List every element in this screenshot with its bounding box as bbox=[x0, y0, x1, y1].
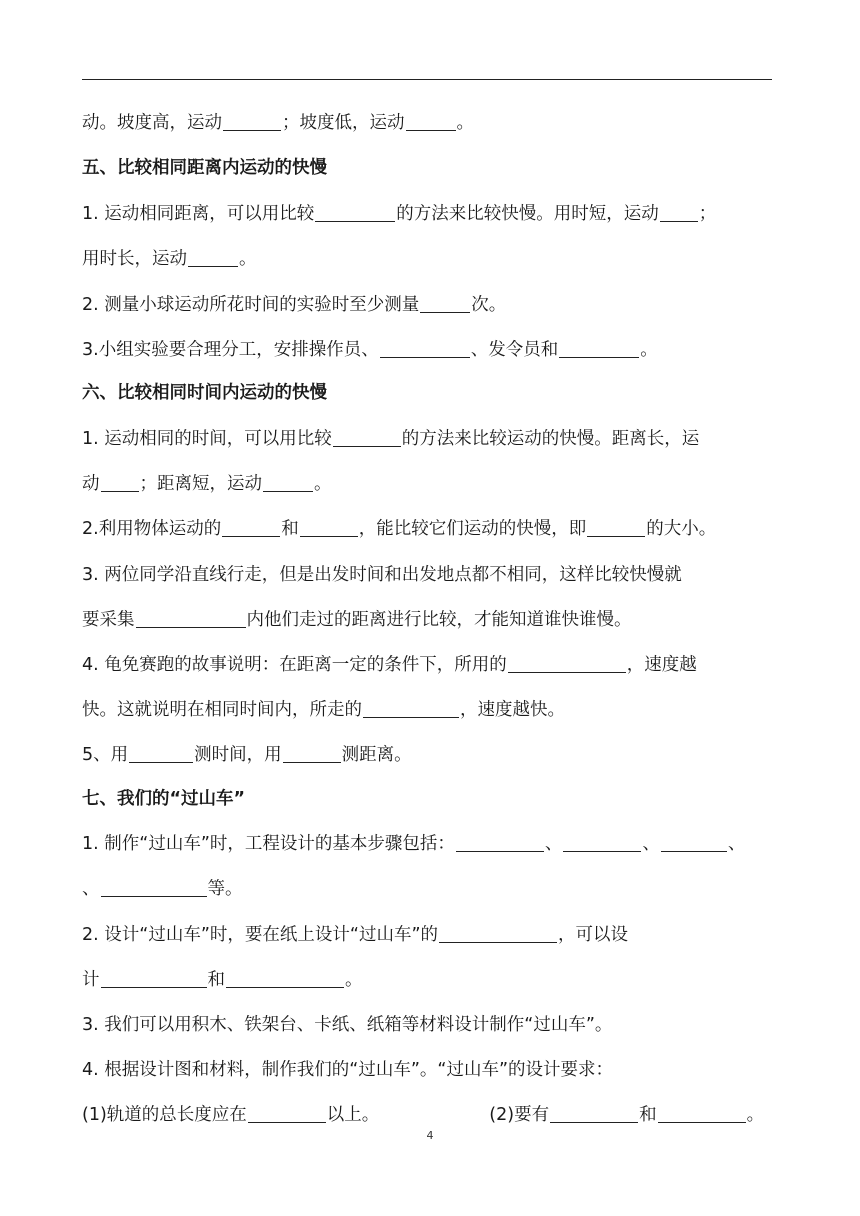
text-line: 4. 根据设计图和材料，制作我们的“过山车”。“过山车”的设计要求： bbox=[82, 1060, 614, 1080]
text-line: 2.利用物体运动的 和 ，能比较它们运动的快慢，即 的大小。 bbox=[82, 519, 717, 539]
fill-blank[interactable] bbox=[101, 969, 207, 988]
text-line: 计 和 。 bbox=[82, 970, 363, 990]
fill-blank[interactable] bbox=[563, 833, 641, 852]
fill-blank[interactable] bbox=[406, 112, 456, 131]
section-heading: 五、比较相同距离内运动的快慢 bbox=[82, 158, 327, 178]
fill-blank[interactable] bbox=[661, 833, 727, 852]
text-line: 要采集 内他们走过的距离进行比较，才能知道谁快谁慢。 bbox=[82, 610, 632, 630]
fill-blank[interactable] bbox=[248, 1104, 326, 1123]
fill-blank[interactable] bbox=[456, 833, 544, 852]
text-line: 动 ；距离短，运动 。 bbox=[82, 474, 332, 494]
fill-blank[interactable] bbox=[587, 518, 645, 537]
fill-blank[interactable] bbox=[315, 203, 395, 222]
fill-blank[interactable] bbox=[222, 518, 280, 537]
text-line: 用时长，运动 。 bbox=[82, 249, 257, 269]
text-line: 1. 制作“过山车”时，工程设计的基本步骤包括： 、 、 、 bbox=[82, 834, 746, 854]
fill-blank[interactable] bbox=[658, 1104, 746, 1123]
text-line: 1. 运动相同的时间，可以用比较 的方法来比较运动的快慢。距离长，运 bbox=[82, 429, 700, 449]
text-line: 、 等。 bbox=[82, 879, 243, 899]
fill-blank[interactable] bbox=[363, 699, 459, 718]
fill-blank[interactable] bbox=[550, 1104, 638, 1123]
fill-blank[interactable] bbox=[508, 654, 626, 673]
page-number: 4 bbox=[426, 1129, 434, 1142]
fill-blank[interactable] bbox=[439, 924, 557, 943]
text-line: (1)轨道的总长度应在 以上。 (2)要有 和 。 bbox=[82, 1105, 765, 1125]
text-line: 3.小组实验要合理分工，安排操作员、 、发令员和 。 bbox=[82, 340, 658, 360]
fill-blank[interactable] bbox=[380, 339, 470, 358]
fill-blank[interactable] bbox=[101, 473, 139, 492]
fill-blank[interactable] bbox=[223, 112, 281, 131]
text-line: 2. 测量小球运动所花时间的实验时至少测量 次。 bbox=[82, 295, 507, 315]
text-line: 3. 两位同学沿直线行走，但是出发时间和出发地点都不相同，这样比较快慢就 bbox=[82, 565, 682, 585]
text-line: 快。这就说明在相同时间内，所走的 ，速度越快。 bbox=[82, 700, 565, 720]
fill-blank[interactable] bbox=[136, 609, 246, 628]
header-rule bbox=[82, 79, 772, 80]
fill-blank[interactable] bbox=[300, 518, 358, 537]
text-line: 动。坡度高，运动 ；坡度低，运动 。 bbox=[82, 113, 474, 133]
section-heading: 六、比较相同时间内运动的快慢 bbox=[82, 383, 327, 403]
fill-blank[interactable] bbox=[283, 744, 341, 763]
fill-blank[interactable] bbox=[263, 473, 313, 492]
text-line: 3. 我们可以用积木、铁架台、卡纸、纸箱等材料设计制作“过山车”。 bbox=[82, 1015, 613, 1035]
fill-blank[interactable] bbox=[420, 294, 470, 313]
text-line: 2. 设计“过山车”时，要在纸上设计“过山车”的 ，可以设 bbox=[82, 925, 629, 945]
fill-blank[interactable] bbox=[101, 878, 207, 897]
fill-blank[interactable] bbox=[660, 203, 698, 222]
fill-blank[interactable] bbox=[188, 248, 238, 267]
text-line: 4. 龟免赛跑的故事说明：在距离一定的条件下，所用的 ，速度越 bbox=[82, 655, 697, 675]
fill-blank[interactable] bbox=[226, 969, 344, 988]
fill-blank[interactable] bbox=[333, 428, 401, 447]
fill-blank[interactable] bbox=[559, 339, 639, 358]
text-line: 5、用 测时间，用 测距离。 bbox=[82, 745, 412, 765]
fill-blank[interactable] bbox=[129, 744, 193, 763]
section-heading: 七、我们的“过山车” bbox=[82, 789, 246, 809]
text-line: 1. 运动相同距离，可以用比较 的方法来比较快慢。用时短，运动 ； bbox=[82, 204, 717, 224]
